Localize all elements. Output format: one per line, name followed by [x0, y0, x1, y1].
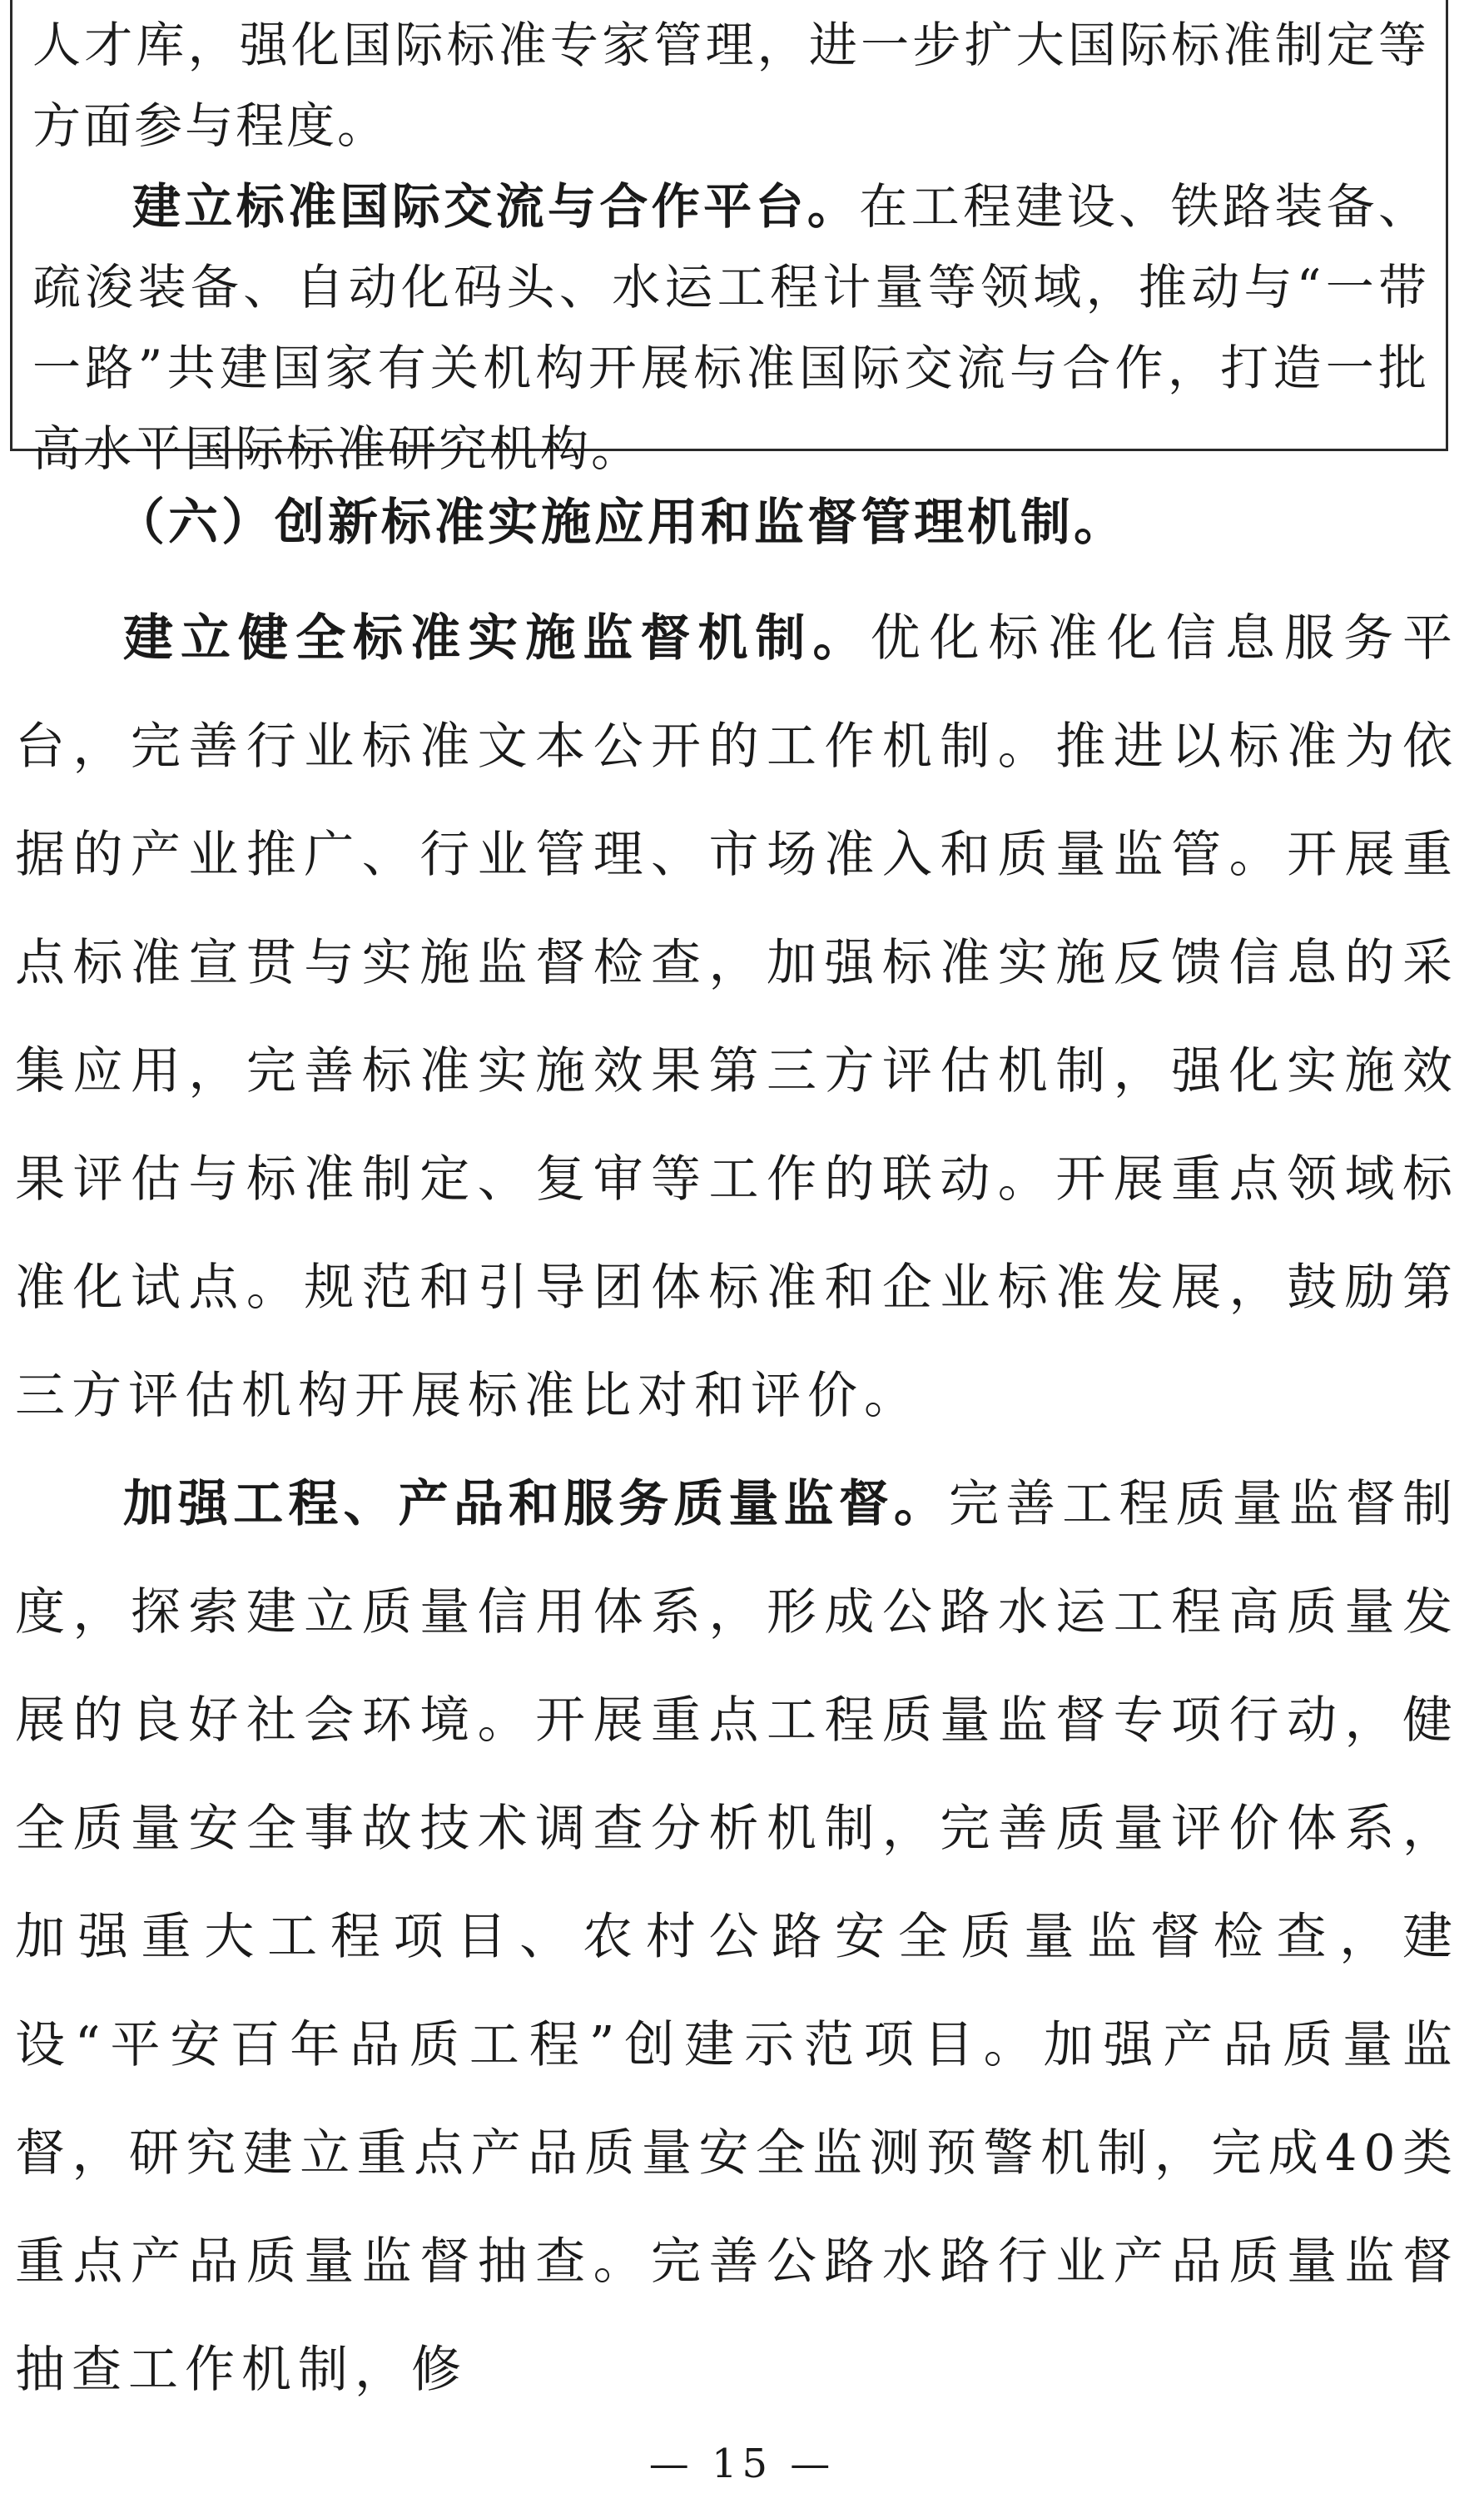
section-heading: （六）创新标准实施应用和监督管理机制。	[115, 494, 1127, 552]
boxed-paragraph-2-lead: 建立标准国际交流与合作平台。	[132, 178, 860, 235]
boxed-paragraph-2	[32, 166, 1429, 489]
paragraph-quality-supervision	[15, 1450, 1459, 2424]
boxed-text-section	[10, 0, 1448, 477]
boxed-paragraph-2-body: 在工程建设、铁路装备、疏浚装备、自动化码头、水运工程计量等领域，推动与“一带一路”共建国家有关机构开展标准国际交流与合作，打造一批高水平国际标准研究机构。	[32, 178, 1429, 477]
paragraph-2-lead: 加强工程、产品和服务质量监督。	[123, 1475, 949, 1533]
boxed-paragraph-1: 人才库，强化国际标准专家管理，进一步扩大国际标准制定等方面参与程度。	[32, 17, 1429, 154]
paragraph-1-lead: 建立健全标准实施监督机制。	[123, 609, 871, 668]
page-number: — 15 —	[648, 2441, 836, 2487]
paragraph-1-body: 优化标准化信息服务平台，完善行业标准文本公开的工作机制。推进以标准为依据的产业推广、行业管理、市场准入和质量监管。开展重点标准宣贯与实施监督检查，加强标准实施反馈信息的采集应用，完善标准实施效果第三方评估机制，强化实施效果评估与标准制定、复审等工作的联动。开展重点领域标准化试点。规范和引导团体标准和企业标准发展，鼓励第三方评估机构开展标准比对和评价。	[15, 609, 1460, 1425]
paragraph-standards-supervision	[15, 584, 1459, 1450]
main-text	[15, 481, 1459, 2424]
paragraph-2-body: 完善工程质量监督制度，探索建立质量信用体系，形成公路水运工程高质量发展的良好社会环境。开展重点工程质量监督专项行动，健全质量安全事故技术调查分析机制，完善质量评价体系，加强重大工程项目、农村公路安全质量监督检查，建设“平安百年品质工程”创建示范项目。加强产品质量监督，研究建立重点产品质量安全监测预警机制，完成40类重点产品质量监督抽查。完善公路水路行业产品质量监督抽查工作机制，修	[15, 1475, 1460, 2399]
